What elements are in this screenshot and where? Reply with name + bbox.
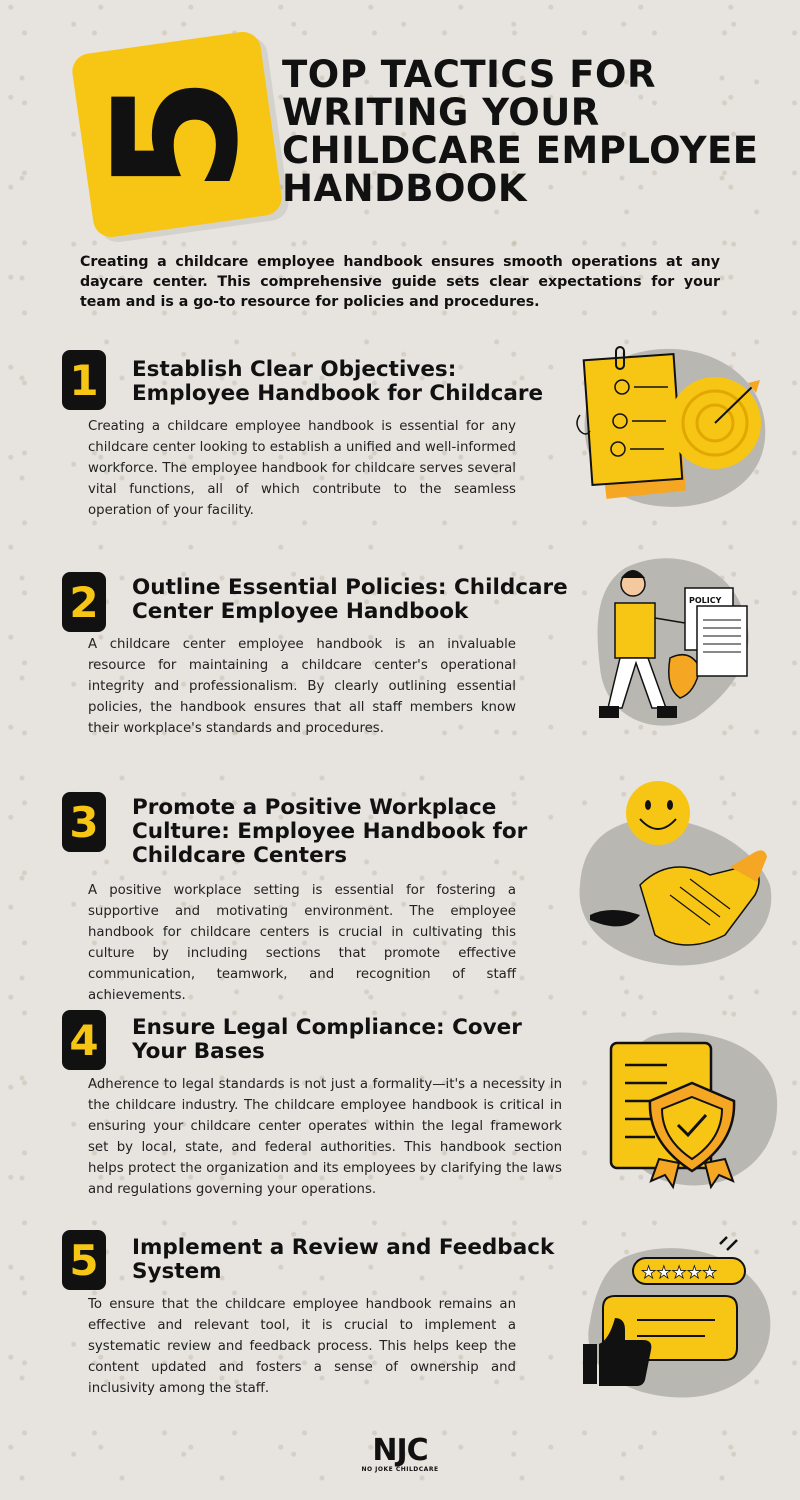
- shield-document-icon: [595, 1025, 785, 1195]
- section-body: Adherence to legal standards is not just a formality—it's a necessity in the childcare industry. The childcare employee handbook is critical in ensuring your childcare center operates within the legal framework set by local, state, and federal authorities. This handbook section helps protect the organization and its employees by clarifying the laws and regulations governing your operations.: [88, 1077, 562, 1197]
- section-number: 2: [69, 577, 99, 627]
- intro-text: Creating a childcare employee handbook ensures smooth operations at any daycare center. This comprehensive guide sets clear expectations for your team and is a go-to resource for policies and procedures.: [80, 254, 720, 310]
- person-policy-icon: [585, 548, 775, 738]
- section-number: 3: [69, 797, 99, 847]
- policy-label: POLICY: [689, 596, 722, 605]
- section-1: [62, 350, 106, 410]
- section-4: [62, 1010, 106, 1070]
- logo-sub-text: NO JOKE CHILDCARE: [361, 1466, 439, 1473]
- feedback-rating-icon: [575, 1232, 775, 1402]
- section-number-badge: [62, 792, 106, 852]
- handshake-smiley-icon: [570, 775, 780, 975]
- njc-logo: [355, 1433, 445, 1473]
- section-number-badge: [62, 1010, 106, 1070]
- logo-main-text: NJC: [372, 1433, 428, 1468]
- section-number-badge: [62, 572, 106, 632]
- svg-text:★★★★★: ★★★★★: [641, 1263, 718, 1283]
- section-number: 4: [69, 1015, 99, 1065]
- section-title: Ensure Legal Compliance: Cover Your Bases: [132, 1015, 522, 1064]
- section-title: Establish Clear Objectives: Employee Handbook for Childcare: [132, 357, 544, 406]
- hero-number-badge: [70, 30, 284, 240]
- section-body: Creating a childcare employee handbook is essential for any childcare center looking to establish a unified and well-informed workforce. The employee handbook for childcare serves several vital functions, all of which contribute to the seamless operation of your facility.: [88, 419, 516, 518]
- section-number: 5: [69, 1235, 99, 1285]
- section-body: A positive workplace setting is essential for fostering a supportive and motivating environment. The employee handbook for childcare centers is crucial in cultivating this culture by including sections that promote effective communication, teamwork, and recognition of staff achievements.: [88, 883, 516, 1003]
- section-title: Promote a Positive Workplace Culture: Employee Handbook for Childcare Centers: [132, 795, 528, 868]
- section-5: [62, 1230, 106, 1290]
- hero-number: 5: [77, 75, 276, 194]
- section-3: [62, 792, 106, 852]
- section-title: Outline Essential Policies: Childcare Center Employee Handbook: [132, 575, 568, 624]
- section-body: A childcare center employee handbook is an invaluable resource for maintaining a childcare center's operational integrity and professionalism. By clearly outlining essential policies, the handbook ensures that all staff members know their workplace's standards and procedures.: [88, 637, 516, 736]
- section-title: Implement a Review and Feedback System: [132, 1235, 555, 1284]
- section-number: 1: [69, 355, 99, 405]
- section-number-badge: [62, 350, 106, 410]
- target-checklist-icon: [570, 335, 770, 515]
- page-title: TOP TACTICS FOR WRITING YOUR CHILDCARE EMPLOYEE HANDBOOK: [282, 53, 759, 210]
- section-number-badge: [62, 1230, 106, 1290]
- section-body: To ensure that the childcare employee handbook remains an effective and relevant tool, it is crucial to implement a systematic review and feedback process. This helps keep the content updated and fosters a sense of ownership and inclusivity among the staff.: [88, 1297, 516, 1396]
- section-2: [62, 572, 106, 632]
